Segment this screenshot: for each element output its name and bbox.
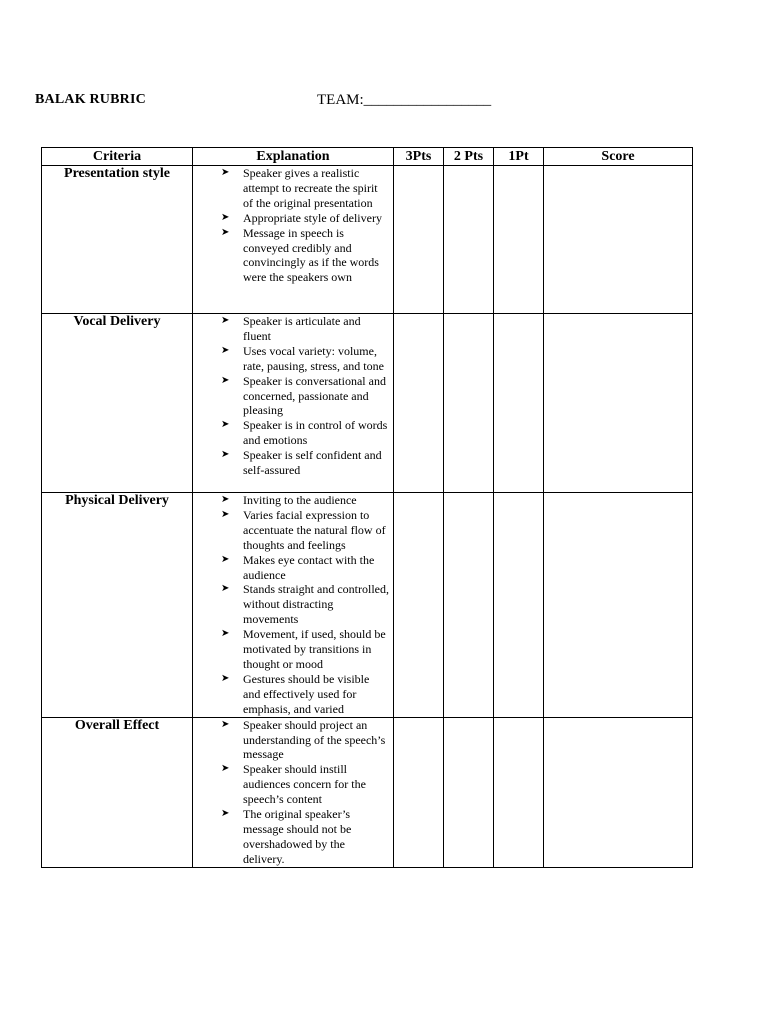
header-score: Score xyxy=(544,148,693,166)
table-row xyxy=(42,717,693,867)
arrow-bullet-icon: ➤ xyxy=(221,167,230,178)
score-1pt-cell[interactable] xyxy=(494,314,544,493)
list-item: ➤ The original speaker’s message should not be overshadowed by the delivery. xyxy=(221,807,352,866)
score-total-cell[interactable] xyxy=(544,166,693,314)
explanation-cell xyxy=(193,166,394,314)
header-1pt: 1Pt xyxy=(494,148,544,166)
arrow-bullet-icon: ➤ xyxy=(221,449,230,461)
list-item: ➤ Stands straight and controlled, without distracting movements xyxy=(221,582,389,627)
list-item: ➤ Gestures should be visible and effectively used for emphasis, and varied xyxy=(221,671,370,716)
arrow-bullet-icon: ➤ xyxy=(221,553,230,565)
score-1pt-cell[interactable] xyxy=(494,166,544,314)
criteria-overall-effect: Overall Effect xyxy=(42,717,193,867)
list-item: ➤ Speaker is in control of words and emotions xyxy=(221,418,388,448)
list-item: ➤ Speaker is articulate and fluent xyxy=(221,314,361,343)
arrow-bullet-icon: ➤ xyxy=(221,672,230,684)
arrow-bullet-icon: ➤ xyxy=(221,374,230,386)
score-3pts-cell[interactable] xyxy=(394,493,444,718)
table-header-row xyxy=(42,148,693,166)
score-3pts-cell[interactable] xyxy=(394,314,444,493)
arrow-bullet-icon: ➤ xyxy=(221,211,230,223)
criteria-presentation-style: Presentation style xyxy=(42,166,193,314)
list-item: ➤ Speaker should instill audiences concern for the speech’s content xyxy=(221,762,366,807)
score-3pts-cell[interactable] xyxy=(394,166,444,314)
list-item: ➤ Makes eye contact with the audience xyxy=(221,552,375,582)
score-2pts-cell[interactable] xyxy=(444,166,494,314)
arrow-bullet-icon: ➤ xyxy=(221,315,230,326)
score-2pts-cell[interactable] xyxy=(444,493,494,718)
page-title: BALAK RUBRIC xyxy=(35,92,146,107)
arrow-bullet-icon: ➤ xyxy=(221,419,230,431)
score-2pts-cell[interactable] xyxy=(444,314,494,493)
list-item: ➤ Speaker is conversational and concerned, passionate and pleasing xyxy=(221,373,386,418)
explanation-cell xyxy=(193,717,394,867)
header-2pts: 2 Pts xyxy=(444,148,494,166)
score-1pt-cell[interactable] xyxy=(494,493,544,718)
arrow-bullet-icon: ➤ xyxy=(221,344,230,356)
list-item: ➤ Message in speech is conveyed credibly and convincingly as if the words were the speakers own xyxy=(221,225,379,285)
header-explanation: Explanation xyxy=(193,148,394,166)
arrow-bullet-icon: ➤ xyxy=(221,226,230,238)
score-1pt-cell[interactable] xyxy=(494,717,544,867)
list-item: ➤ Speaker gives a realistic attempt to recreate the spirit of the original presentation xyxy=(221,166,378,210)
score-total-cell[interactable] xyxy=(544,717,693,867)
score-2pts-cell[interactable] xyxy=(444,717,494,867)
list-item: ➤ Appropriate style of delivery xyxy=(221,210,382,225)
team-name-field[interactable]: TEAM:_________________ xyxy=(317,92,492,108)
list-item: ➤ Uses vocal variety: volume, rate, pausing, stress, and tone xyxy=(221,343,384,373)
score-3pts-cell[interactable] xyxy=(394,717,444,867)
criteria-vocal-delivery: Vocal Delivery xyxy=(42,314,193,493)
header-criteria: Criteria xyxy=(42,148,193,166)
rubric-table xyxy=(41,147,693,868)
arrow-bullet-icon: ➤ xyxy=(221,494,230,505)
table-row xyxy=(42,166,693,314)
explanation-cell xyxy=(193,493,394,718)
arrow-bullet-icon: ➤ xyxy=(221,808,230,820)
list-item: ➤ Inviting to the audience xyxy=(221,493,357,507)
arrow-bullet-icon: ➤ xyxy=(221,763,230,775)
score-total-cell[interactable] xyxy=(544,493,693,718)
header-3pts: 3Pts xyxy=(394,148,444,166)
arrow-bullet-icon: ➤ xyxy=(221,508,230,520)
score-total-cell[interactable] xyxy=(544,314,693,493)
list-item: ➤ Speaker is self confident and self-assured xyxy=(221,448,382,478)
criteria-physical-delivery: Physical Delivery xyxy=(42,493,193,718)
table-row xyxy=(42,314,693,493)
list-item: ➤ Varies facial expression to accentuate the natural flow of thoughts and feelings xyxy=(221,507,386,552)
arrow-bullet-icon: ➤ xyxy=(221,628,230,640)
explanation-cell xyxy=(193,314,394,493)
arrow-bullet-icon: ➤ xyxy=(221,718,230,730)
list-item: ➤ Movement, if used, should be motivated by transitions in thought or mood xyxy=(221,627,386,671)
table-row xyxy=(42,493,693,718)
arrow-bullet-icon: ➤ xyxy=(221,583,230,595)
list-item: ➤ Speaker should project an understanding of the speech’s message xyxy=(221,717,386,762)
